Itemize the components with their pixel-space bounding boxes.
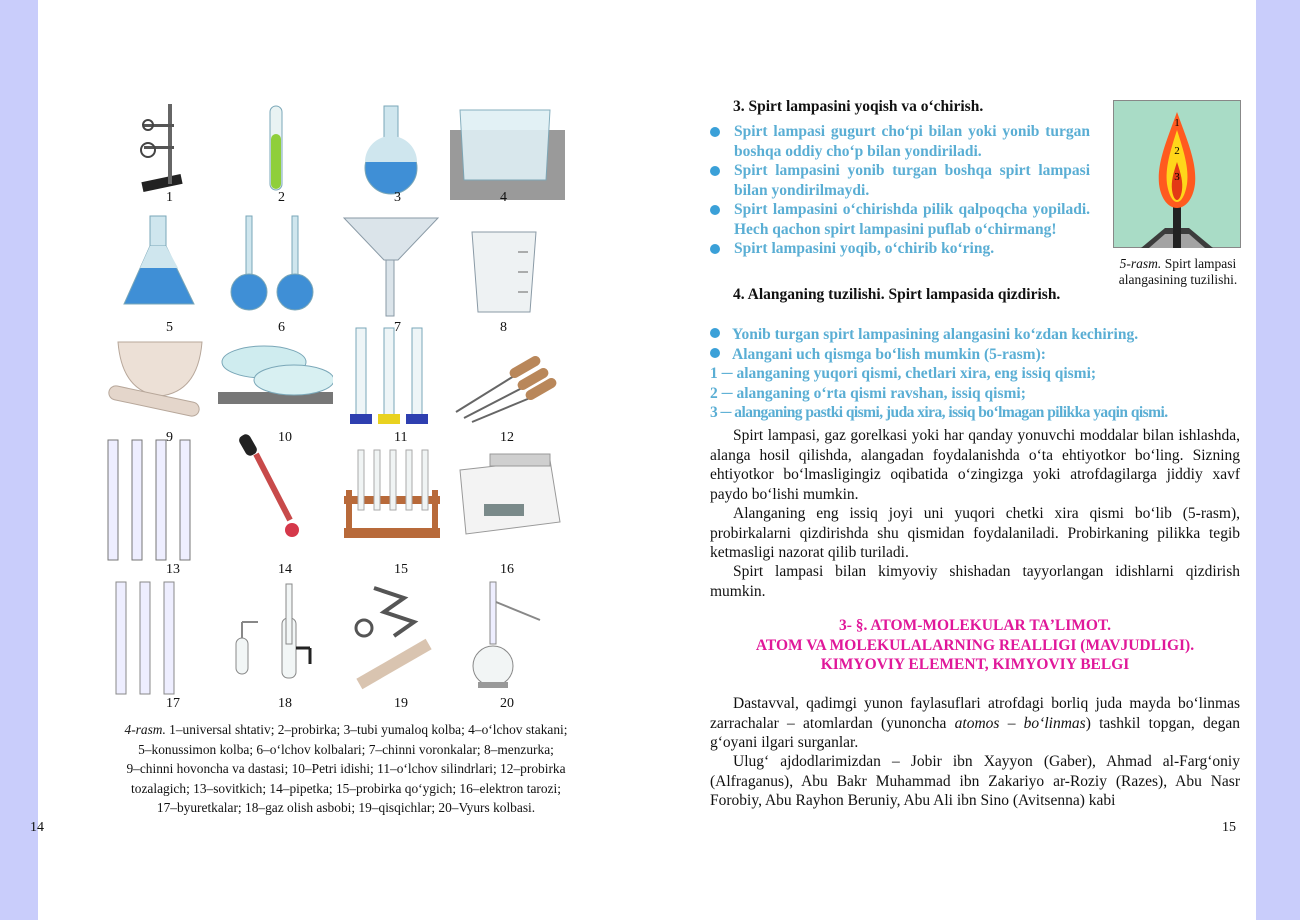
caption-line: tozalagich; 13–sovitkich; 14–pipetka; 15–probirka qoʻygich; 16–elektron tarozi;	[131, 780, 561, 796]
flame-illustration	[1113, 100, 1241, 248]
bullet-item: Spirt lampasi gugurt choʻpi bilan yoki yonib turgan boshqa oddiy choʻp bilan yondiriladi.	[710, 122, 1090, 161]
equipment-image-universal-stand	[102, 100, 217, 212]
equipment-number: 12	[500, 430, 514, 445]
equipment-image-tongs	[334, 578, 449, 708]
equipment-number: 1	[166, 190, 173, 205]
figure-4-caption	[66, 720, 626, 818]
equipment-number: 17	[166, 696, 180, 711]
list-line: 1 ─ alanganing yuqori qismi, chetlari xira, eng issiq qismi;	[710, 365, 1097, 382]
equipment-number: 13	[166, 562, 180, 577]
caption-line: 1–universal shtativ; 2–probirka; 3–tubi yumaloq kolba; 4–oʻlchov stakani;	[165, 722, 568, 737]
equipment-image-pipette	[218, 430, 333, 578]
equipment-image-funnels	[334, 212, 449, 322]
bullet-dot-icon	[710, 328, 720, 338]
bullet-dot-icon	[710, 244, 720, 254]
equipment-image-test-tube	[218, 100, 333, 212]
bullet-dot-icon	[710, 166, 720, 176]
round-flask-icon	[334, 100, 449, 212]
mortar-pestle-icon	[102, 322, 217, 430]
paragraph: Dastavval, qadimgi yunon faylasuflari atrofdagi borliq juda mayda boʻlinmas zarrachalar – atomlardan (yunoncha atomos – boʻlinmas) tashkil topgan, degan gʻoyani ilgari surganlar.	[710, 695, 1240, 751]
bullet-item: Spirt lampasini yonib turgan boshqa spirt lampasi bilan yondirilmaydi.	[710, 161, 1090, 200]
left-page	[30, 0, 650, 920]
right-page	[650, 0, 1256, 920]
flame-label-1: 1	[1174, 117, 1180, 129]
pipette-icon	[218, 430, 333, 578]
conical-flask-icon	[102, 212, 217, 322]
equipment-number: 15	[394, 562, 408, 577]
page-number-right: 15	[1222, 820, 1236, 835]
condensers-icon	[102, 430, 217, 578]
equipment-number: 14	[278, 562, 292, 577]
equipment-number: 7	[394, 320, 401, 335]
paragraph: Ulugʻ ajdodlarimizdan – Jobir ibn Xayyon (Gaber), Ahmad al-Fargʻoniy (Alfraganus), Abu Bakr Muhammad ibn Zakariyo ar-Roziy (Razes), Abu Nasr Forobiy, Abu Rayhon Beruniy, Abu Ali ibn Sino (Avitsenna) kabi	[710, 753, 1240, 809]
equipment-number: 11	[394, 430, 408, 445]
page-number-left: 14	[30, 820, 44, 835]
equipment-image-burettes	[102, 578, 217, 708]
equipment-number: 20	[500, 696, 514, 711]
figure-5-flame	[1113, 100, 1241, 248]
equipment-image-tube-rack	[334, 430, 449, 578]
equipment-image-tube-brushes	[450, 322, 565, 430]
equipment-image-electronic-scale	[450, 430, 565, 578]
equipment-number: 9	[166, 430, 173, 445]
equipment-number: 10	[278, 430, 292, 445]
electronic-scale-icon	[450, 430, 565, 578]
equipment-image-cylinders	[334, 322, 449, 430]
equipment-number: 16	[500, 562, 514, 577]
list-line: 3 ─ alanganing pastki qismi, juda xira, issiq boʻlmagan pilikka yaqin qismi.	[710, 404, 1168, 421]
equipment-image-menzurka	[450, 212, 565, 322]
equipment-image-condensers	[102, 430, 217, 578]
measuring-beaker-icon	[450, 100, 565, 212]
section-heading: 3- §. ATOM-MOLEKULAR TAʼLIMOT. ATOM VA MOLEKULALARNING REALLIGI (MAVJUDLIGI). KIMYOVIY ELEMENT, KIMYOVIY BELGI	[755, 617, 1195, 673]
paragraph: Spirt lampasi, gaz gorelkasi yoki har qanday yonuvchi moddalar bilan ishlashda, alanga hosil qilishda, alangadan foydalanishda oʻta ehtiyotkor boʻling. Sizning ehtiyotkor boʻlmasligingiz oqibatida oʻzingizga yoki atrofdagilarga jiddiy xavf paydo boʻlishi mumkin.	[710, 427, 1240, 503]
bullet-dot-icon	[710, 127, 720, 137]
wurtz-flask-icon	[450, 578, 565, 708]
bullet-dot-icon	[710, 205, 720, 215]
paragraph: Alanganing eng issiq joyi uni yuqori chetki xira qismi boʻlib (5-rasm), probirkalarni qizdirishda shu qismidan foydalaniladi. Probirkaning pilikka tegib ketmasligi nazorat qilib turiladi.	[710, 505, 1240, 561]
equipment-number: 4	[500, 190, 507, 205]
tube-brushes-icon	[450, 322, 565, 430]
equipment-image-conical-flask	[102, 212, 217, 322]
equipment-number: 8	[500, 320, 507, 335]
bullet-item: Spirt lampasini yoqib, oʻchirib koʻring.	[710, 239, 1090, 259]
figure-5-caption: 5-rasm. Spirt lampasi alangasining tuzilishi.	[1118, 256, 1238, 287]
equipment-image-measuring-beaker	[450, 100, 565, 212]
equipment-number: 2	[278, 190, 285, 205]
flame-label-2: 2	[1174, 145, 1180, 157]
left-margin-band	[0, 0, 38, 920]
section-3-bullets	[710, 122, 1090, 259]
caption-line: 17–byuretkalar; 18–gaz olish asbobi; 19–qisqichlar; 20–Vyurs kolbasi.	[156, 800, 536, 815]
menzurka-icon	[450, 212, 565, 322]
equipment-number: 3	[394, 190, 401, 205]
equipment-number: 5	[166, 320, 173, 335]
caption-line: 5–konussimon kolba; 6–oʻlchov kolbalari; 7–chinni voronkalar; 8–menzurka;	[138, 741, 554, 757]
equipment-image-mortar-pestle	[102, 322, 217, 430]
tube-rack-icon	[334, 430, 449, 578]
tongs-icon	[334, 578, 449, 708]
caption-line: 9–chinni hovoncha va dastasi; 10–Petri idishi; 11–oʻlchov silindrlari; 12–probirka	[126, 761, 566, 776]
right-margin-band	[1256, 0, 1300, 920]
section-4-list	[710, 325, 1250, 423]
bullet-item: Spirt lampasini oʻchirishda pilik qalpoqcha yopiladi. Hech qachon spirt lampasini puflab oʻchirmang!	[710, 200, 1090, 239]
test-tube-icon	[218, 100, 333, 212]
gas-apparatus-icon	[218, 578, 333, 708]
equipment-image-volumetric-flasks	[218, 212, 333, 322]
list-line: 2 ─ alanganing oʻrta qismi ravshan, issiq qismi;	[710, 384, 1026, 402]
burettes-icon	[102, 578, 217, 708]
equipment-image-round-flask	[334, 100, 449, 212]
petri-dish-icon	[218, 322, 333, 430]
equipment-image-gas-apparatus	[218, 578, 333, 708]
list-line: Yonib turgan spirt lampasining alangasini koʻzdan kechiring.	[710, 325, 1250, 345]
section-4-title: 4. Alanganing tuzilishi. Spirt lampasida qizdirish.	[733, 286, 1061, 303]
paragraph: Spirt lampasi bilan kimyoviy shishadan tayyorlangan idishlarni qizdirish mumkin.	[710, 563, 1240, 600]
section-3-title: 3. Spirt lampasini yoqish va oʻchirish.	[733, 98, 984, 115]
list-line: Alangani uch qismga boʻlish mumkin (5-rasm):	[710, 345, 1250, 365]
volumetric-flasks-icon	[218, 212, 333, 322]
equipment-number: 6	[278, 320, 285, 335]
universal-stand-icon	[102, 100, 217, 212]
cylinders-icon	[334, 322, 449, 430]
caption-label: 4-rasm.	[124, 722, 166, 737]
equipment-image-petri-dish	[218, 322, 333, 430]
equipment-number: 19	[394, 696, 408, 711]
equipment-image-wurtz-flask	[450, 578, 565, 708]
funnels-icon	[334, 212, 449, 322]
equipment-number: 18	[278, 696, 292, 711]
flame-label-3: 3	[1174, 171, 1180, 183]
bullet-dot-icon	[710, 348, 720, 358]
